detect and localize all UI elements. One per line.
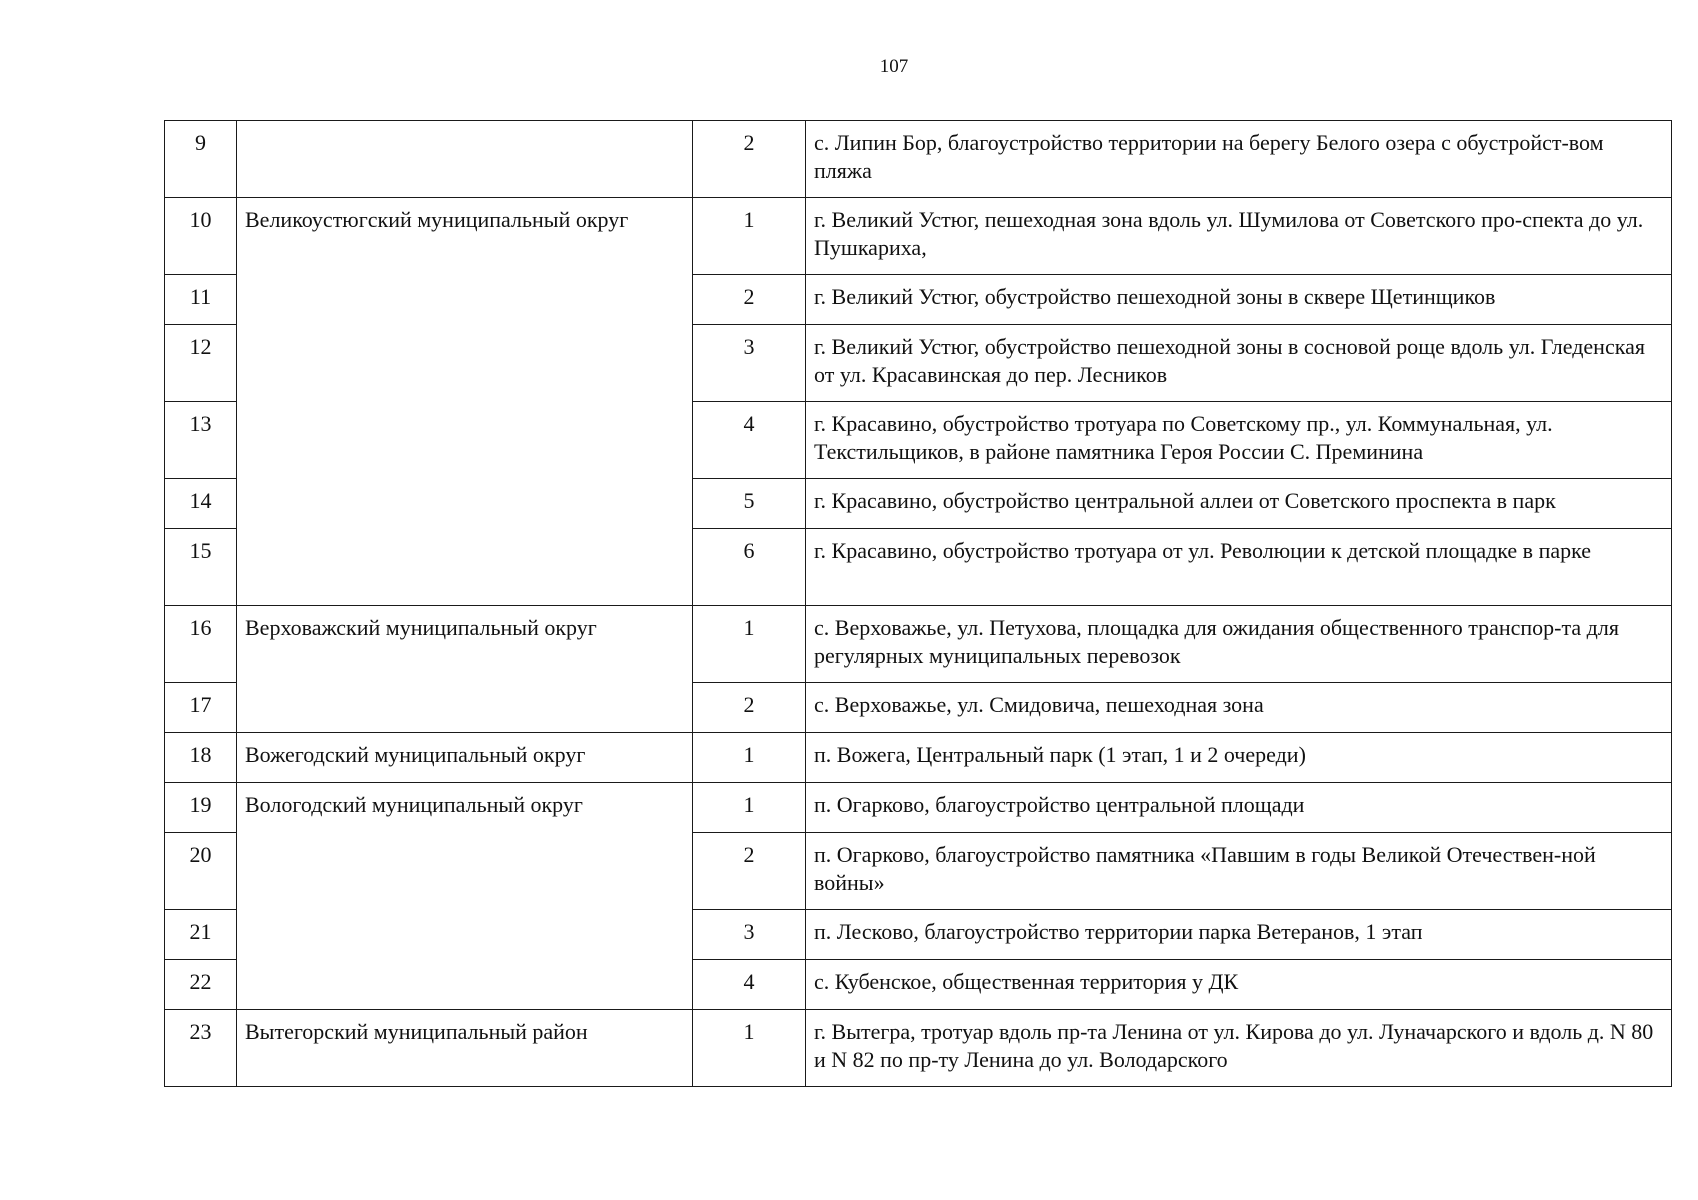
table-row: [165, 198, 1672, 275]
row-number: 21: [165, 910, 237, 960]
row-number: 14: [165, 479, 237, 529]
project-description: с. Верховажье, ул. Смидовича, пешеходная зона: [806, 683, 1672, 733]
row-number: 10: [165, 198, 237, 275]
district-name: Вологодский муниципальный округ: [237, 783, 693, 1010]
district-name: Верховажский муниципальный округ: [237, 606, 693, 733]
project-description: г. Великий Устюг, обустройство пешеходной зоны в сосновой роще вдоль ул. Гледенская от ул. Красавинская до пер. Лесников: [806, 325, 1672, 402]
row-number: 17: [165, 683, 237, 733]
municipal-projects-table: [164, 120, 1672, 1087]
project-description: г. Великий Устюг, пешеходная зона вдоль ул. Шумилова от Советского про-спекта до ул. Пушкариха,: [806, 198, 1672, 275]
item-number: 2: [693, 833, 806, 910]
item-number: 4: [693, 960, 806, 1010]
row-number: 13: [165, 402, 237, 479]
project-description: г. Красавино, обустройство тротуара от ул. Революции к детской площадке в парке: [806, 529, 1672, 606]
item-number: 6: [693, 529, 806, 606]
row-number: 9: [165, 121, 237, 198]
table-row: [165, 733, 1672, 783]
project-description: с. Липин Бор, благоустройство территории на берегу Белого озера с обустройст-вом пляжа: [806, 121, 1672, 198]
row-number: 16: [165, 606, 237, 683]
row-number: 22: [165, 960, 237, 1010]
row-number: 19: [165, 783, 237, 833]
district-name: Великоустюгский муниципальный округ: [237, 198, 693, 606]
item-number: 2: [693, 275, 806, 325]
district-name: Вытегорский муниципальный район: [237, 1010, 693, 1087]
item-number: 3: [693, 325, 806, 402]
project-description: г. Красавино, обустройство тротуара по Советскому пр., ул. Коммунальная, ул. Текстильщиков, в районе памятника Героя России С. Преминина: [806, 402, 1672, 479]
project-description: г. Вытегра, тротуар вдоль пр-та Ленина от ул. Кирова до ул. Луначарского и вдоль д. N 80 и N 82 по пр-ту Ленина до ул. Володарского: [806, 1010, 1672, 1087]
project-description: п. Вожега, Центральный парк (1 этап, 1 и 2 очереди): [806, 733, 1672, 783]
project-description: п. Огарково, благоустройство центральной площади: [806, 783, 1672, 833]
item-number: 3: [693, 910, 806, 960]
page-number: 107: [879, 56, 909, 77]
row-number: 18: [165, 733, 237, 783]
item-number: 1: [693, 733, 806, 783]
item-number: 5: [693, 479, 806, 529]
item-number: 1: [693, 606, 806, 683]
row-number: 15: [165, 529, 237, 606]
table-row: [165, 1010, 1672, 1087]
item-number: 1: [693, 198, 806, 275]
item-number: 1: [693, 1010, 806, 1087]
item-number: 2: [693, 683, 806, 733]
item-number: 2: [693, 121, 806, 198]
row-number: 23: [165, 1010, 237, 1087]
project-description: п. Лесково, благоустройство территории парка Ветеранов, 1 этап: [806, 910, 1672, 960]
table-row: [165, 121, 1672, 198]
table-row: [165, 606, 1672, 683]
district-cell: [237, 121, 693, 198]
row-number: 11: [165, 275, 237, 325]
project-description: г. Великий Устюг, обустройство пешеходной зоны в сквере Щетинщиков: [806, 275, 1672, 325]
project-description: г. Красавино, обустройство центральной аллеи от Советского проспекта в парк: [806, 479, 1672, 529]
table-row: [165, 783, 1672, 833]
row-number: 12: [165, 325, 237, 402]
project-description: с. Верховажье, ул. Петухова, площадка для ожидания общественного транспор-та для регулярных муниципальных перевозок: [806, 606, 1672, 683]
project-description: с. Кубенское, общественная территория у ДК: [806, 960, 1672, 1010]
project-description: п. Огарково, благоустройство памятника «Павшим в годы Великой Отечествен-ной войны»: [806, 833, 1672, 910]
district-name: Вожегодский муниципальный округ: [237, 733, 693, 783]
row-number: 20: [165, 833, 237, 910]
item-number: 4: [693, 402, 806, 479]
item-number: 1: [693, 783, 806, 833]
